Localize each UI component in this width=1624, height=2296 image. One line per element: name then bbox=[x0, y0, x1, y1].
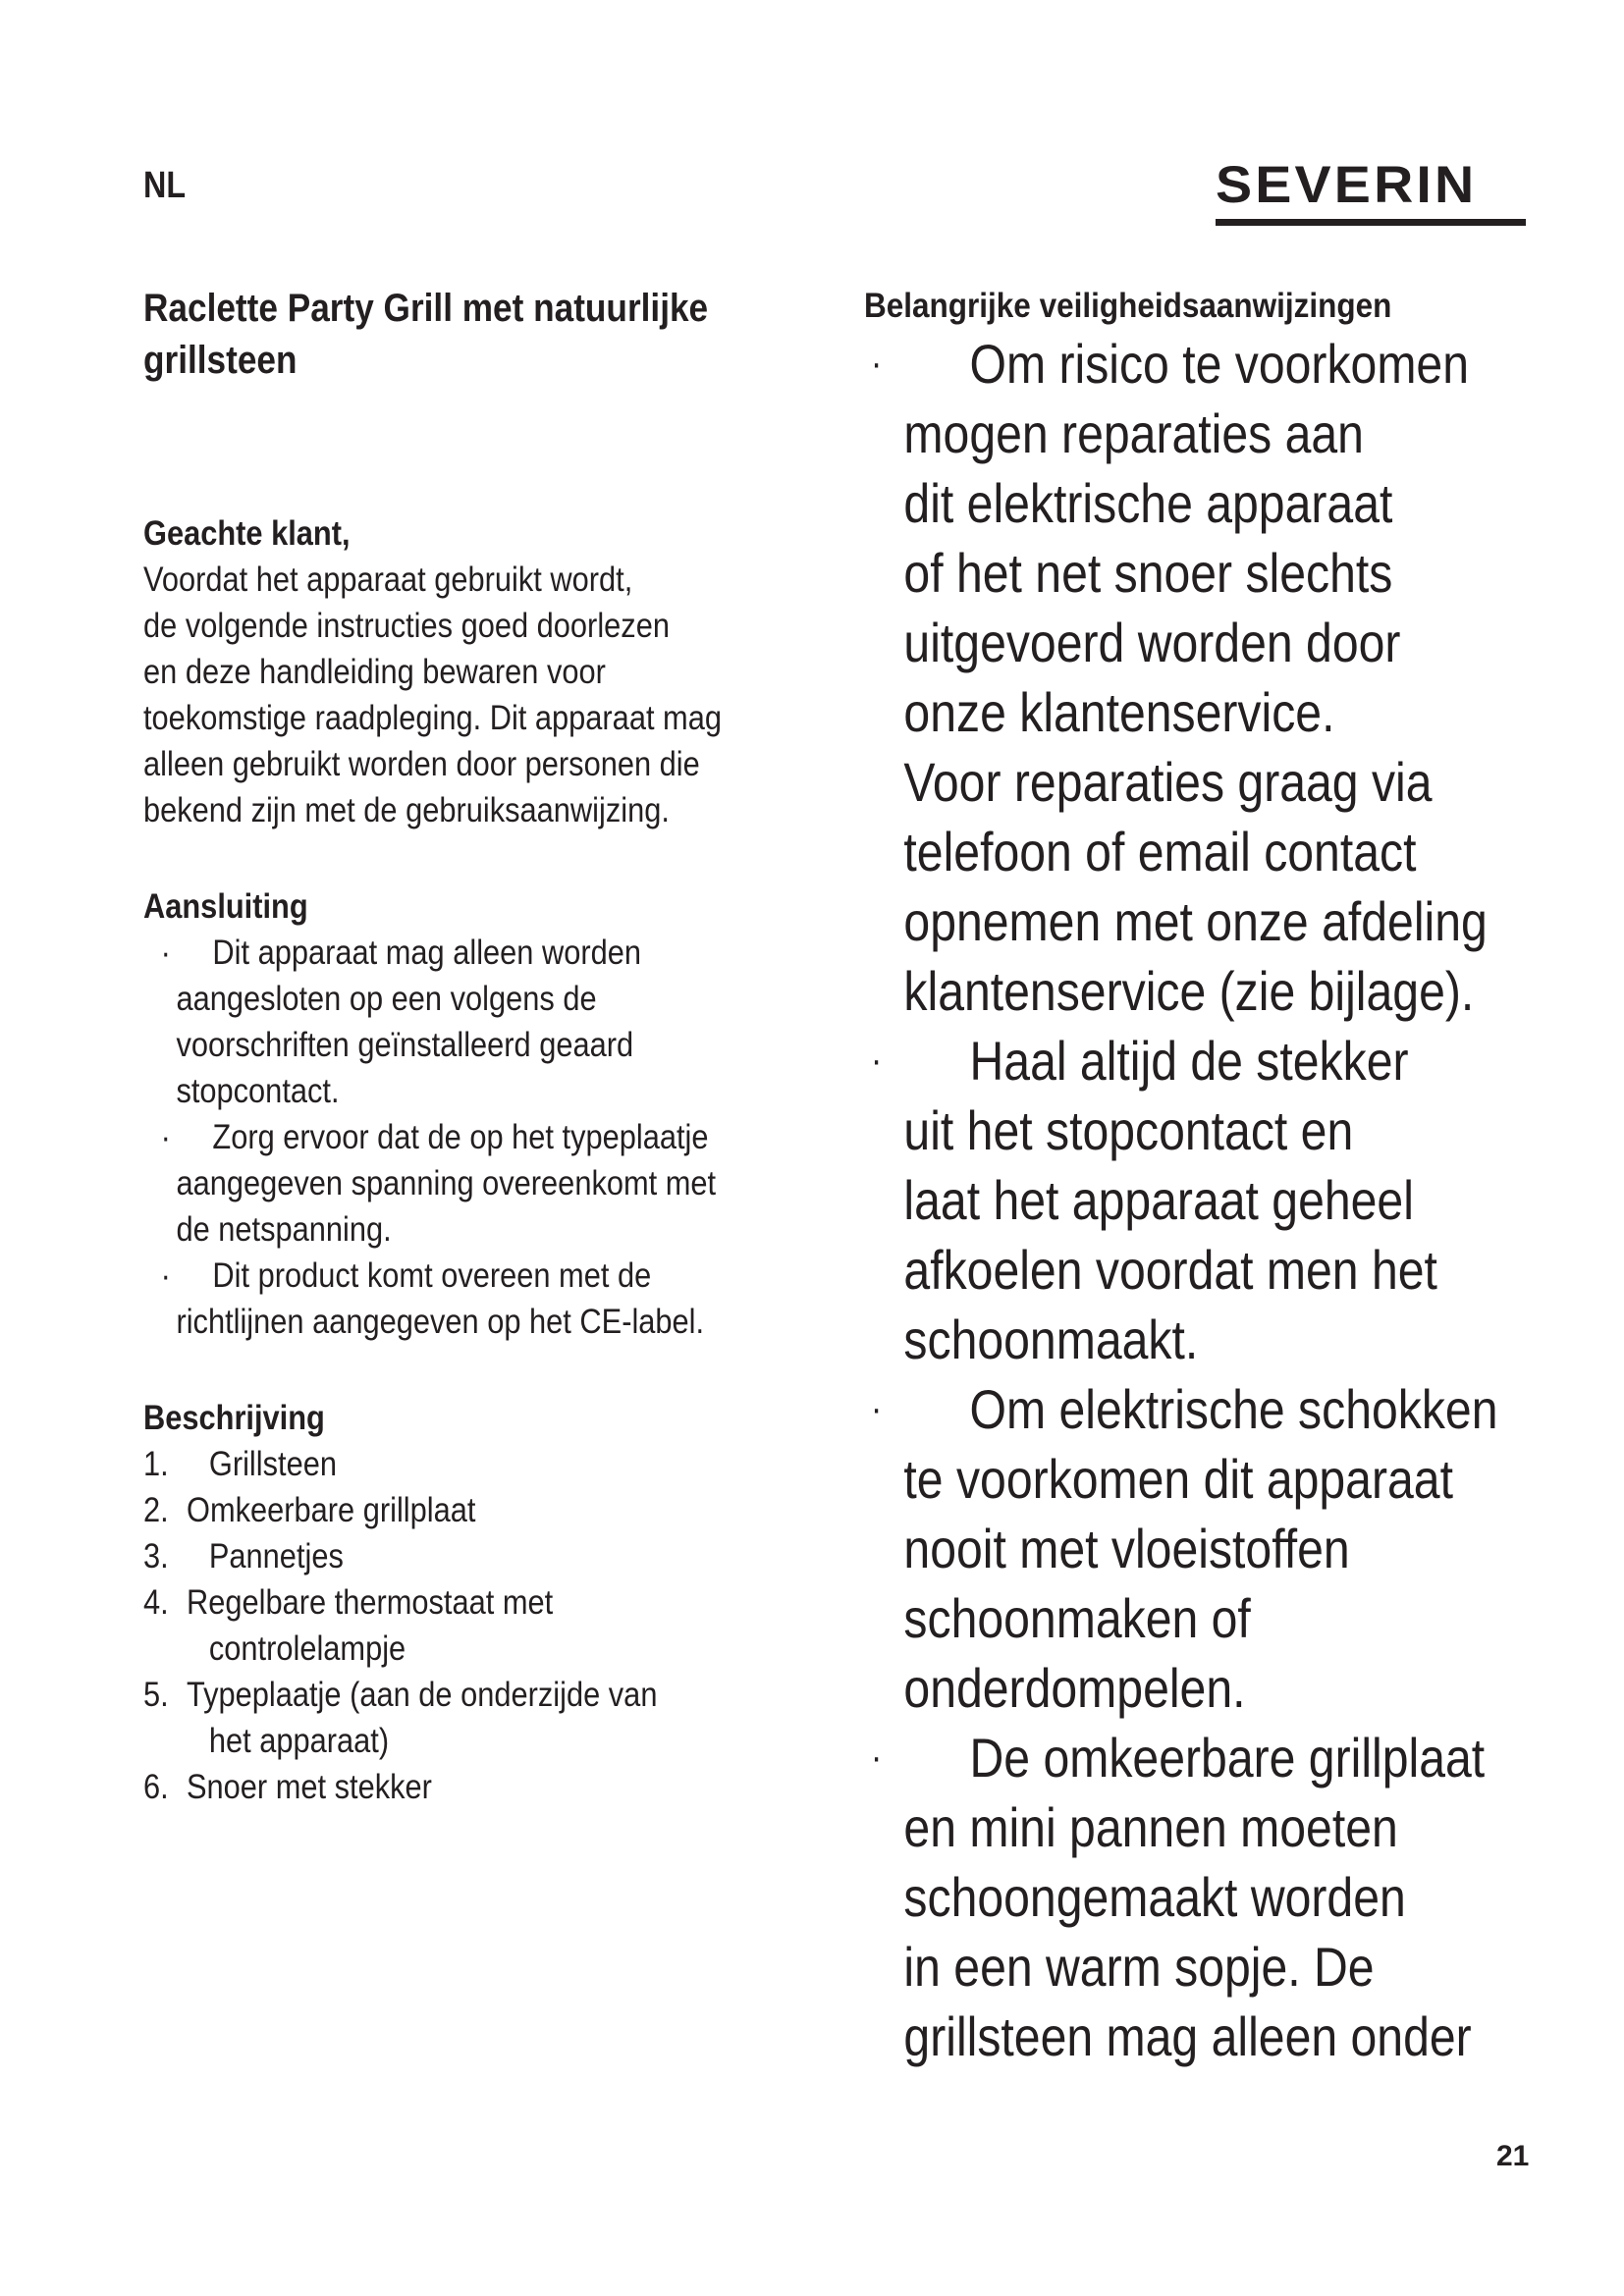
intro-line: toekomstige raadpleging. Dit apparaat mag bbox=[143, 699, 722, 737]
bullet-line: of het net snoer slechts bbox=[903, 542, 1393, 604]
list-item bbox=[143, 1441, 739, 1487]
intro-line: de volgende instructies goed doorlezen bbox=[143, 607, 670, 645]
bullet-line: Om risico te voorkomen bbox=[969, 333, 1470, 395]
bullet-line: uit het stopcontact en bbox=[903, 1099, 1354, 1161]
bullet-line: Zorg ervoor dat de op het typeplaatje bbox=[212, 1118, 709, 1156]
item-number: 3. bbox=[143, 1537, 169, 1575]
safety-bullet bbox=[864, 329, 1624, 1026]
intro-paragraph bbox=[143, 557, 739, 833]
connection-heading: Aansluiting bbox=[143, 887, 308, 926]
right-column bbox=[864, 283, 1581, 2071]
bullet-dot: · bbox=[870, 342, 883, 385]
greeting-heading: Geachte klant, bbox=[143, 514, 351, 553]
bullet-line: stopcontact. bbox=[176, 1072, 340, 1110]
bullet-line: in een warm sopje. De bbox=[903, 1936, 1375, 1998]
bullet-line: dit elektrische apparaat bbox=[903, 472, 1393, 534]
description-list bbox=[143, 1441, 739, 1810]
bullet-line: de netspanning. bbox=[176, 1210, 392, 1249]
bullet-line: en mini pannen moeten bbox=[903, 1796, 1398, 1858]
item-text: het apparaat) bbox=[208, 1722, 390, 1760]
intro-line: en deze handleiding bewaren voor bbox=[143, 653, 606, 691]
bullet-line: richtlijnen aangegeven op het CE-label. bbox=[176, 1303, 705, 1341]
bullet-dot: · bbox=[870, 1735, 883, 1779]
safety-bullet bbox=[864, 1026, 1624, 1374]
connection-bullet bbox=[143, 930, 739, 1114]
safety-bullet bbox=[864, 1723, 1624, 2071]
bullet-line: schoonmaken of bbox=[903, 1587, 1251, 1649]
item-text: Typeplaatje (aan de onderzijde van bbox=[187, 1676, 658, 1714]
item-text: Omkeerbare grillplaat bbox=[187, 1491, 476, 1529]
safety-bullet bbox=[864, 1374, 1624, 1723]
bullet-line: nooit met vloeistoffen bbox=[903, 1518, 1350, 1579]
item-text: controlelampje bbox=[208, 1629, 406, 1668]
logo-underline bbox=[1216, 219, 1526, 226]
list-item bbox=[143, 1672, 739, 1764]
bullet-line: te voorkomen dit apparaat bbox=[903, 1448, 1453, 1510]
list-item bbox=[143, 1764, 739, 1810]
bullet-line: Om elektrische schokken bbox=[969, 1378, 1498, 1440]
bullet-dot: · bbox=[870, 1387, 883, 1430]
item-number: 5. bbox=[143, 1676, 169, 1714]
bullet-line: telefoon of email contact bbox=[903, 821, 1417, 882]
item-text: Grillsteen bbox=[208, 1445, 337, 1483]
bullet-line: grillsteen mag alleen onder bbox=[903, 2005, 1472, 2067]
language-code: NL bbox=[143, 165, 187, 206]
bullet-line: De omkeerbare grillplaat bbox=[969, 1727, 1486, 1789]
list-item bbox=[143, 1579, 739, 1672]
item-text: Snoer met stekker bbox=[187, 1768, 432, 1806]
bullet-line: onze klantenservice. bbox=[903, 681, 1335, 743]
brand-logo bbox=[1216, 155, 1526, 226]
item-number: 1. bbox=[143, 1445, 169, 1483]
bullet-line: afkoelen voordat men het bbox=[903, 1239, 1437, 1301]
bullet-dot: · bbox=[160, 934, 171, 972]
bullet-line: voorschriften geïnstalleerd geaard bbox=[176, 1026, 634, 1064]
list-item bbox=[143, 1487, 739, 1533]
description-heading: Beschrijving bbox=[143, 1399, 325, 1437]
item-text: Pannetjes bbox=[208, 1537, 344, 1575]
page-number: 21 bbox=[1496, 2140, 1530, 2172]
bullet-dot: · bbox=[870, 1039, 883, 1082]
bullet-line: laat het apparaat geheel bbox=[903, 1169, 1414, 1231]
intro-line: Voordat het apparaat gebruikt wordt, bbox=[143, 561, 633, 599]
item-number: 4. bbox=[143, 1583, 169, 1622]
item-number: 2. bbox=[143, 1491, 169, 1529]
bullet-line: mogen reparaties aan bbox=[903, 402, 1364, 464]
bullet-line: opnemen met onze afdeling bbox=[903, 890, 1488, 952]
intro-line: alleen gebruikt worden door personen die bbox=[143, 745, 700, 783]
bullet-line: schoongemaakt worden bbox=[903, 1866, 1406, 1928]
bullet-line: Dit product komt overeen met de bbox=[212, 1256, 652, 1295]
brand-name: SEVERIN bbox=[1216, 156, 1478, 214]
bullet-line: schoonmaakt. bbox=[903, 1308, 1199, 1370]
bullet-dot: · bbox=[160, 1256, 171, 1295]
bullet-line: Voor reparaties graag via bbox=[903, 751, 1433, 813]
item-text: Regelbare thermostaat met bbox=[187, 1583, 554, 1622]
bullet-line: klantenservice (zie bijlage). bbox=[903, 960, 1475, 1022]
item-number: 6. bbox=[143, 1768, 169, 1806]
intro-line: bekend zijn met de gebruiksaanwijzing. bbox=[143, 791, 670, 829]
left-column bbox=[143, 283, 739, 1810]
bullet-dot: · bbox=[160, 1118, 171, 1156]
bullet-line: Dit apparaat mag alleen worden bbox=[212, 934, 642, 972]
bullet-line: aangesloten op een volgens de bbox=[176, 980, 597, 1018]
bullet-line: Haal altijd de stekker bbox=[969, 1030, 1409, 1092]
list-item bbox=[143, 1533, 739, 1579]
safety-heading: Belangrijke veiligheidsaanwijzingen bbox=[864, 287, 1392, 325]
page-title: Raclette Party Grill met natuurlijke grillsteen bbox=[143, 287, 709, 382]
connection-bullet bbox=[143, 1114, 739, 1253]
bullet-line: onderdompelen. bbox=[903, 1657, 1246, 1719]
connection-bullet bbox=[143, 1253, 739, 1345]
bullet-line: aangegeven spanning overeenkomt met bbox=[176, 1164, 717, 1202]
bullet-line: uitgevoerd worden door bbox=[903, 612, 1401, 673]
